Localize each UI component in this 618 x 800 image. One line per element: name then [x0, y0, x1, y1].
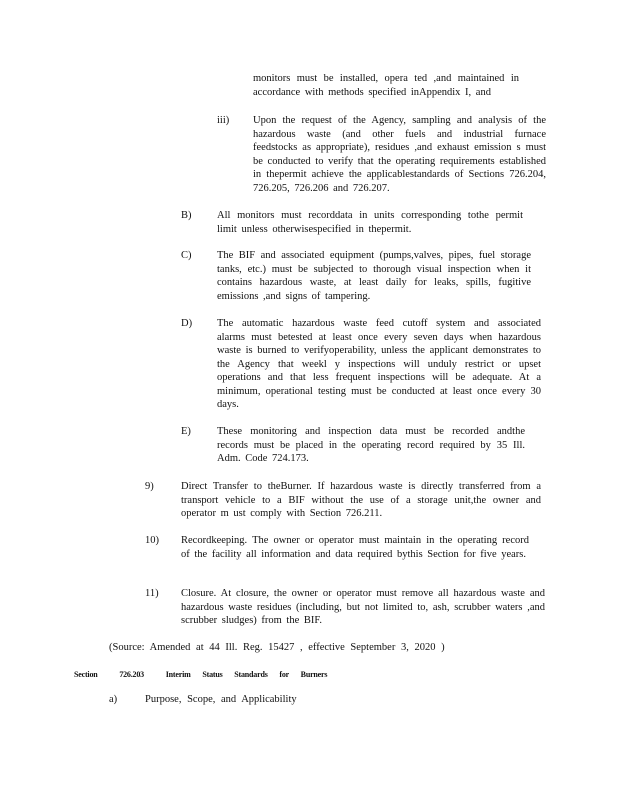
item-text: Direct Transfer to theBurner. If hazardous waste is directly transferred from a transport vehicle to a BIF without the use of a storage unit,the owner and operator m ust comply with Section 726.211.: [181, 481, 541, 519]
section-number: 726.203: [119, 670, 144, 679]
section-heading: [74, 668, 327, 682]
item-text: Recordkeeping. The owner or operator must maintain in the operating record of the facility all information and data required bythis Section for five years.: [181, 535, 529, 560]
continuation-paragraph: monitors must be installed, opera ted ,and maintained in accordance with methods specified inAppendix I, and: [253, 73, 519, 98]
item-text: These monitoring and inspection data must be recorded andthe records must be placed in the operating record required by 35 Ill. Adm. Code 724.173.: [217, 426, 525, 464]
subsection-title: Purpose, Scope, and Applicability: [145, 694, 297, 705]
item-label: B): [181, 210, 192, 221]
source-note: (Source: Amended at 44 Ill. Reg. 15427 , effective September 3, 2020 ): [109, 642, 445, 653]
item-label: 9): [145, 481, 154, 492]
item-text: Upon the request of the Agency, sampling and analysis of the hazardous waste (and other fuels and industrial furnace feedstocks as appropriate), residues ,and exhaust emission s must be conducted to verify that the operating requirements established in thepermit achieve the applicablestandards of Sections 726.204, 726.205, 726.206 and 726.207.: [253, 115, 546, 194]
subsection-label: a): [109, 694, 118, 705]
item-label: D): [181, 318, 193, 329]
item-label: E): [181, 426, 191, 437]
item-text: The BIF and associated equipment (pumps,valves, pipes, fuel storage tanks, etc.) must be subjected to thorough visual inspection when it contains hazardous waste, at least daily for leaks, spills, fugitive emissions ,and signs of tampering.: [217, 250, 531, 302]
item-text: All monitors must recorddata in units corresponding tothe permit limit unless otherwisespecified in thepermit.: [217, 210, 523, 235]
item-label: iii): [217, 115, 230, 126]
section-word: Section: [74, 670, 98, 679]
item-label: 10): [145, 535, 159, 546]
item-label: C): [181, 250, 192, 261]
item-text: Closure. At closure, the owner or operator must remove all hazardous waste and hazardous waste residues (including, but not limited to, ash, scrubber waters ,and scrubber sludges) from the BIF.: [181, 588, 545, 626]
section-title: Interim Status Standards for Burners: [165, 670, 328, 679]
item-text: The automatic hazardous waste feed cutoff system and associated alarms must betested at least once every seven days when hazardous waste is burned to verifyoperability, unless the applicant demonstrates to the Agency that weekl y inspections will unduly restrict or upset operations and that less frequent inspections will be adequate. At a minimum, operational testing must be conducted at least once every 30 days.: [217, 318, 541, 410]
item-label: 11): [145, 588, 159, 599]
